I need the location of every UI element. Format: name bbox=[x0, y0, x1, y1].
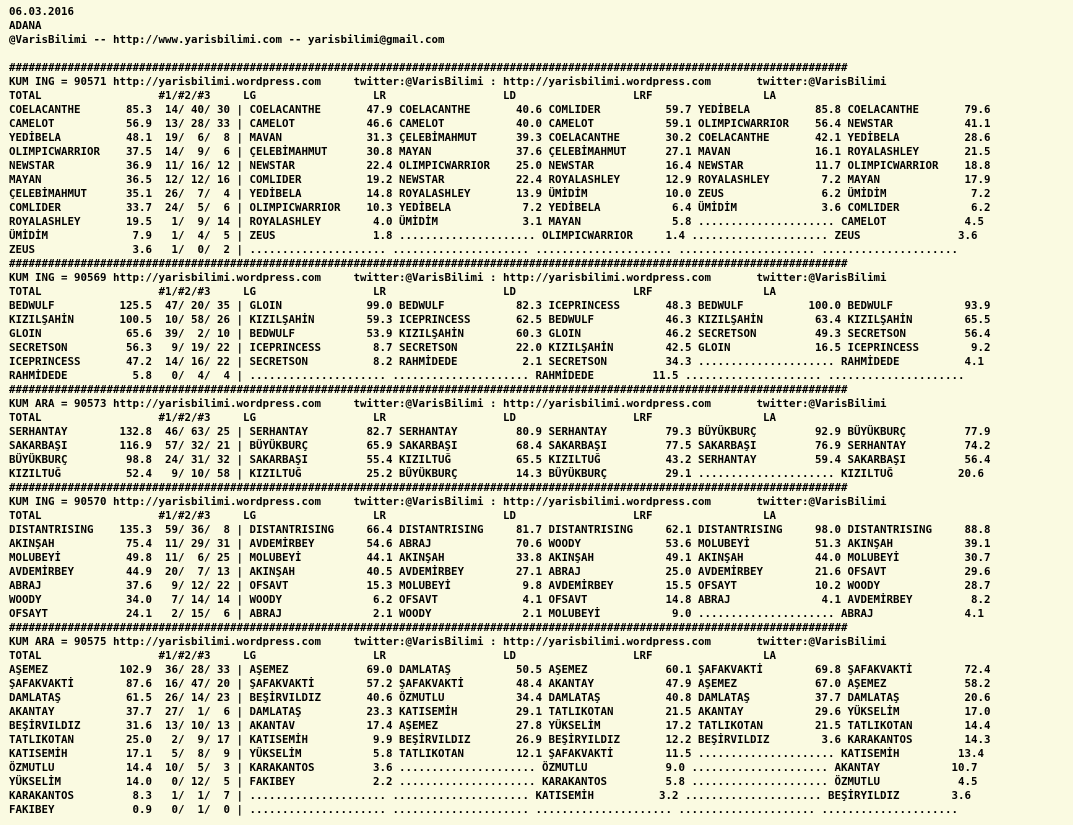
column-header-row: TOTAL #1/#2/#3 LG LR LD LRF LA bbox=[9, 509, 777, 522]
column-header-row: TOTAL #1/#2/#3 LG LR LD LRF LA bbox=[9, 89, 777, 102]
result-row: BEDWULF 125.5 47/ 20/ 35 | GLOIN 99.0 BEDWULF 82.3 ICEPRINCESS 48.3 BEDWULF 100.0 BEDWULF 93.9 bbox=[9, 299, 991, 312]
result-row: COMLIDER 33.7 24/ 5/ 6 | OLIMPICWARRIOR 10.3 YEDİBELA 7.2 YEDİBELA 6.4 ÜMİDİM 3.6 COMLIDER 6.2 bbox=[9, 201, 991, 214]
result-row: SECRETSON 56.3 9/ 19/ 22 | ICEPRINCESS 8.7 SECRETSON 22.0 KIZILŞAHİN 42.5 GLOIN 16.5 ICEPRINCESS 9.2 bbox=[9, 341, 991, 354]
column-header-row: TOTAL #1/#2/#3 LG LR LD LRF LA bbox=[9, 285, 777, 298]
result-row: KARAKANTOS 8.3 1/ 1/ 7 | ..................... ..................... KATISEMİH 3.2 ..................... BEŞİRYILDIZ 3.6 bbox=[9, 789, 972, 802]
column-header-row: TOTAL #1/#2/#3 LG LR LD LRF LA bbox=[9, 649, 777, 662]
result-row: MAYAN 36.5 12/ 12/ 16 | COMLIDER 19.2 NEWSTAR 22.4 ROYALASHLEY 12.9 ROYALASHLEY 7.2 MAYAN 17.9 bbox=[9, 173, 991, 186]
report-city: ADANA bbox=[9, 19, 42, 32]
result-row: KIZILTUĞ 52.4 9/ 10/ 58 | KIZILTUĞ 25.2 BÜYÜKBURÇ 14.3 BÜYÜKBURÇ 29.1 ..................... KIZILTUĞ 20.6 bbox=[9, 467, 985, 480]
result-row: AŞEMEZ 102.9 36/ 28/ 33 | AŞEMEZ 69.0 DAMLATAŞ 50.5 AŞEMEZ 60.1 ŞAFAKVAKTİ 69.8 ŞAFAKVAKTİ 72.4 bbox=[9, 663, 991, 676]
separator-line: ################################################################################################################################# bbox=[9, 481, 848, 494]
result-row: NEWSTAR 36.9 11/ 16/ 12 | NEWSTAR 22.4 OLIMPICWARRIOR 25.0 NEWSTAR 16.4 NEWSTAR 11.7 OLIMPICWARRIOR 18.8 bbox=[9, 159, 991, 172]
result-row: AVDEMİRBEY 44.9 20/ 7/ 13 | AKINŞAH 40.5 AVDEMİRBEY 27.1 ABRAJ 25.0 AVDEMİRBEY 21.6 OFSAVT 29.6 bbox=[9, 565, 991, 578]
result-row: ROYALASHLEY 19.5 1/ 9/ 14 | ROYALASHLEY 4.0 ÜMİDİM 3.1 MAYAN 5.8 ..................... CAMELOT 4.5 bbox=[9, 215, 985, 228]
result-row: ICEPRINCESS 47.2 14/ 16/ 22 | SECRETSON 8.2 RAHMİDEDE 2.1 SECRETSON 34.3 ..................... RAHMİDEDE 4.1 bbox=[9, 355, 985, 368]
blank-line bbox=[9, 47, 991, 61]
result-row: COELACANTHE 85.3 14/ 40/ 30 | COELACANTHE 47.9 COELACANTHE 40.6 COMLIDER 59.7 YEDİBELA 85.8 COELACANTHE 79.6 bbox=[9, 103, 991, 116]
result-row: CAMELOT 56.9 13/ 28/ 33 | CAMELOT 46.6 CAMELOT 40.0 CAMELOT 59.1 OLIMPICWARRIOR 56.4 NEWSTAR 41.1 bbox=[9, 117, 991, 130]
result-row: FAKIBEY 0.9 0/ 1/ 0 | ..................... ..................... ..................... ..................... ..................... bbox=[9, 803, 959, 816]
result-row: KIZILŞAHİN 100.5 10/ 58/ 26 | KIZILŞAHİN 59.3 ICEPRINCESS 62.5 BEDWULF 46.3 KIZILŞAHİN 63.4 KIZILŞAHİN 65.5 bbox=[9, 313, 991, 326]
race-title: KUM ING = 90571 http://yarisbilimi.wordpress.com twitter:@VarisBilimi : http://yarisbilimi.wordpress.com twitter:@VarisBilimi bbox=[9, 75, 887, 88]
result-row: YEDİBELA 48.1 19/ 6/ 8 | MAVAN 31.3 ÇELEBİMAHMUT 39.3 COELACANTHE 30.2 COELACANTHE 42.1 YEDİBELA 28.6 bbox=[9, 131, 991, 144]
result-row: ÇELEBİMAHMUT 35.1 26/ 7/ 4 | YEDİBELA 14.8 ROYALASHLEY 13.9 ÜMİDİM 10.0 ZEUS 6.2 ÜMİDİM 7.2 bbox=[9, 187, 991, 200]
report-date: 06.03.2016 bbox=[9, 5, 75, 18]
result-row: KATISEMİH 17.1 5/ 8/ 9 | YÜKSELİM 5.8 TATLIKOTAN 12.1 ŞAFAKVAKTİ 11.5 ..................... KATISEMİH 13.4 bbox=[9, 747, 985, 760]
result-row: ŞAFAKVAKTİ 87.6 16/ 47/ 20 | ŞAFAKVAKTİ 57.2 ŞAFAKVAKTİ 48.4 AKANTAY 47.9 AŞEMEZ 67.0 AŞEMEZ 58.2 bbox=[9, 677, 991, 690]
separator-line: ################################################################################################################################# bbox=[9, 621, 848, 634]
result-row: DISTANTRISING 135.3 59/ 36/ 8 | DISTANTRISING 66.4 DISTANTRISING 81.7 DISTANTRISING 62.1 DISTANTRISING 98.0 DISTANTRISING 88.8 bbox=[9, 523, 991, 536]
race-title: KUM ARA = 90573 http://yarisbilimi.wordpress.com twitter:@VarisBilimi : http://yarisbilimi.wordpress.com twitter:@VarisBilimi bbox=[9, 397, 887, 410]
result-row: OFSAYT 24.1 2/ 15/ 6 | ABRAJ 2.1 WOODY 2.1 MOLUBEYİ 9.0 ..................... ABRAJ 4.1 bbox=[9, 607, 985, 620]
result-row: DAMLATAŞ 61.5 26/ 14/ 23 | BEŞİRVILDIZ 40.6 ÖZMUTLU 34.4 DAMLATAŞ 40.8 DAMLATAŞ 37.7 DAMLATAŞ 20.6 bbox=[9, 691, 991, 704]
result-row: RAHMİDEDE 5.8 0/ 4/ 4 | ..................... ..................... RAHMİDEDE 11.5 ..................... ..................... bbox=[9, 369, 965, 382]
result-row: ÜMİDİM 7.9 1/ 4/ 5 | ZEUS 1.8 ..................... OLIMPICWARRIOR 1.4 ..................... ZEUS 3.6 bbox=[9, 229, 978, 242]
result-row: AKANTAY 37.7 27/ 1/ 6 | DAMLATAŞ 23.3 KATISEMİH 29.1 TATLIKOTAN 21.5 AKANTAY 29.6 YÜKSELİM 17.0 bbox=[9, 705, 991, 718]
separator-line: ################################################################################################################################# bbox=[9, 257, 848, 270]
result-row: ZEUS 3.6 1/ 0/ 2 | ..................... ..................... ..................... ..................... ..................... bbox=[9, 243, 959, 256]
separator-line: ################################################################################################################################# bbox=[9, 61, 848, 74]
report-contact: @VarisBilimi -- http://www.yarisbilimi.com -- yarisbilimi@gmail.com bbox=[9, 33, 445, 46]
race-title: KUM ING = 90570 http://yarisbilimi.wordpress.com twitter:@VarisBilimi : http://yarisbilimi.wordpress.com twitter:@VarisBilimi bbox=[9, 495, 887, 508]
separator-line: ################################################################################################################################# bbox=[9, 383, 848, 396]
race-title: KUM ING = 90569 http://yarisbilimi.wordpress.com twitter:@VarisBilimi : http://yarisbilimi.wordpress.com twitter:@VarisBilimi bbox=[9, 271, 887, 284]
result-row: SAKARBAŞI 116.9 57/ 32/ 21 | BÜYÜKBURÇ 65.9 SAKARBAŞI 68.4 SAKARBAŞI 77.5 SAKARBAŞI 76.9 SERHANTAY 74.2 bbox=[9, 439, 991, 452]
race-title: KUM ARA = 90575 http://yarisbilimi.wordpress.com twitter:@VarisBilimi : http://yarisbilimi.wordpress.com twitter:@VarisBilimi bbox=[9, 635, 887, 648]
result-row: AKINŞAH 75.4 11/ 29/ 31 | AVDEMİRBEY 54.6 ABRAJ 70.6 WOODY 53.6 MOLUBEYİ 51.3 AKINŞAH 39.1 bbox=[9, 537, 991, 550]
result-row: BÜYÜKBURÇ 98.8 24/ 31/ 32 | SAKARBAŞI 55.4 KIZILTUĞ 65.5 KIZILTUĞ 43.2 SERHANTAY 59.4 SAKARBAŞI 56.4 bbox=[9, 453, 991, 466]
column-header-row: TOTAL #1/#2/#3 LG LR LD LRF LA bbox=[9, 411, 777, 424]
result-row: GLOIN 65.6 39/ 2/ 10 | BEDWULF 53.9 KIZILŞAHİN 60.3 GLOIN 46.2 SECRETSON 49.3 SECRETSON 56.4 bbox=[9, 327, 991, 340]
result-row: ABRAJ 37.6 9/ 12/ 22 | OFSAVT 15.3 MOLUBEYİ 9.8 AVDEMİRBEY 15.5 OFSAYT 10.2 WOODY 28.7 bbox=[9, 579, 991, 592]
result-row: SERHANTAY 132.8 46/ 63/ 25 | SERHANTAY 82.7 SERHANTAY 80.9 SERHANTAY 79.3 BÜYÜKBURÇ 92.9 BÜYÜKBURÇ 77.9 bbox=[9, 425, 991, 438]
result-row: YÜKSELİM 14.0 0/ 12/ 5 | FAKIBEY 2.2 ..................... KARAKANTOS 5.8 ..................... ÖZMUTLU 4.5 bbox=[9, 775, 978, 788]
result-row: ÖZMUTLU 14.4 10/ 5/ 3 | KARAKANTOS 3.6 ..................... ÖZMUTLU 9.0 ..................... AKANTAY 10.7 bbox=[9, 761, 978, 774]
result-row: WOODY 34.0 7/ 14/ 14 | WOODY 6.2 OFSAVT 4.1 OFSAVT 14.8 ABRAJ 4.1 AVDEMİRBEY 8.2 bbox=[9, 593, 991, 606]
result-row: TATLIKOTAN 25.0 2/ 9/ 17 | KATISEMİH 9.9 BEŞİRVILDIZ 26.9 BEŞİRYILDIZ 12.2 BEŞİRVILDIZ 3.6 KARAKANTOS 14.3 bbox=[9, 733, 991, 746]
result-row: OLIMPICWARRIOR 37.5 14/ 9/ 6 | ÇELEBİMAHMUT 30.8 MAYAN 37.6 ÇELEBİMAHMUT 27.1 MAVAN 16.1 ROYALASHLEY 21.5 bbox=[9, 145, 991, 158]
result-row: BEŞİRVILDIZ 31.6 13/ 10/ 13 | AKANTAV 17.4 AŞEMEZ 27.8 YÜKSELİM 17.2 TATLIKOTAN 21.5 TATLIKOTAN 14.4 bbox=[9, 719, 991, 732]
racing-report-document bbox=[9, 5, 991, 817]
result-row: MOLUBEYİ 49.8 11/ 6/ 25 | MOLUBEYİ 44.1 AKINŞAH 33.8 AKINŞAH 49.1 AKINŞAH 44.0 MOLUBEYİ 30.7 bbox=[9, 551, 991, 564]
